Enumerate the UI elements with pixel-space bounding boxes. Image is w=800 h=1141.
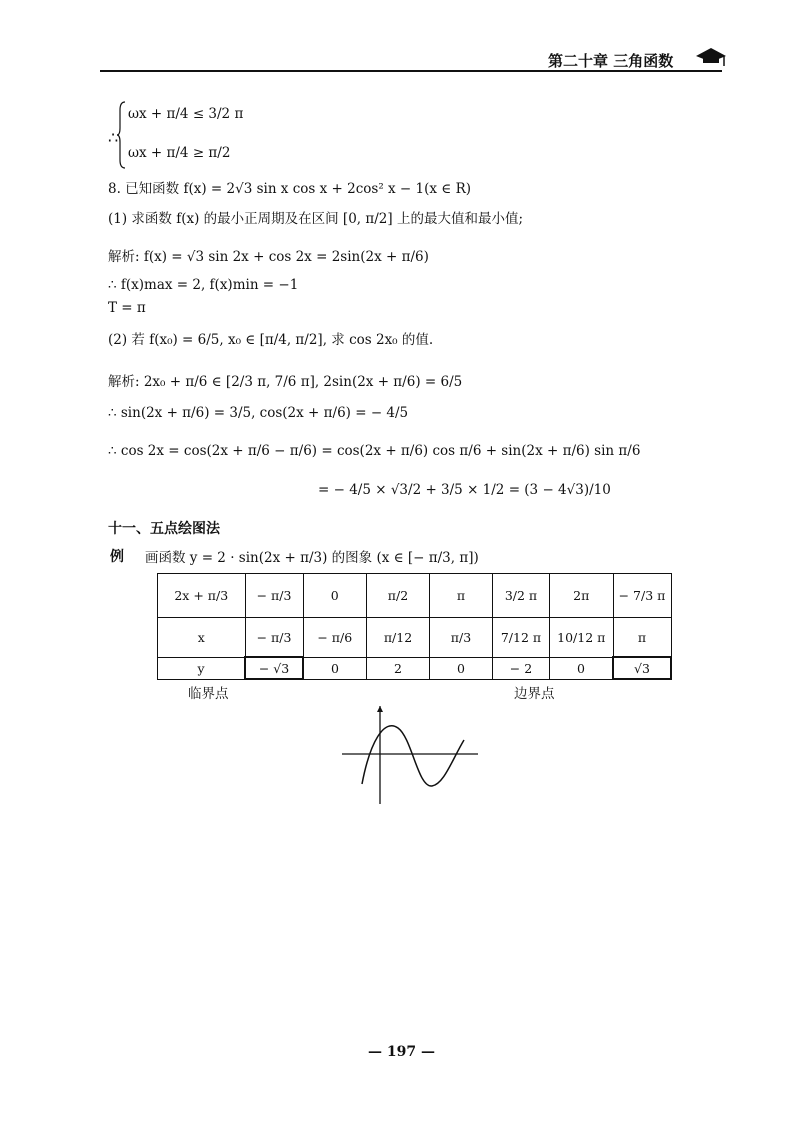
header-rule (100, 70, 722, 72)
sine-curve (362, 726, 464, 786)
question-8-part-2: (2) 若 f(x₀) = 6/5, x₀ ∈ [π/4, π/2], 求 cos 2x₀ 的值. (108, 332, 434, 348)
sine-sketch (340, 702, 480, 806)
question-8: 8. 已知函数 f(x) = 2√3 sin x cos x + 2cos² x − 1(x ∈ R) (108, 181, 472, 197)
inequality-2: ωx + π/4 ≥ π/2 (128, 145, 231, 161)
question-8-part-1: (1) 求函数 f(x) 的最小正周期及在区间 [0, π/2] 上的最大值和最小值; (108, 211, 523, 227)
solution-line-4: 解析: 2x₀ + π/6 ∈ [2/3 π, 7/6 π], 2sin(2x + π/6) = 6/5 (108, 374, 463, 390)
inequality-1: ωx + π/4 ≤ 3/2 π (128, 106, 244, 122)
table-cell: 2π (550, 574, 614, 618)
table-cell: π (613, 618, 671, 658)
table-cell: 0 (303, 574, 367, 618)
table-cell: 0 (550, 657, 614, 679)
table-cell: 7/12 π (493, 618, 550, 658)
caption-critical-points: 临界点 (188, 686, 229, 702)
example-text: 画函数 y = 2 · sin(2x + π/3) 的图象 (x ∈ [− π/3, π]) (145, 550, 479, 566)
table-cell: − π/3 (245, 574, 303, 618)
solution-line-1: 解析: f(x) = √3 sin 2x + cos 2x = 2sin(2x + π/6) (108, 249, 429, 265)
table-row (158, 618, 672, 658)
table-cell: π/3 (430, 618, 493, 658)
table-cell: π/12 (367, 618, 430, 658)
table-cell-boundary: √3 (613, 657, 671, 679)
table-row (158, 657, 672, 679)
solution-line-7: = − 4/5 × √3/2 + 3/5 × 1/2 = (3 − 4√3)/10 (318, 482, 611, 498)
example-label: 例 (110, 549, 124, 565)
table-cell: 10/12 π (550, 618, 614, 658)
table-cell: 2 (367, 657, 430, 679)
section-title: 十一、五点绘图法 (108, 521, 220, 537)
table-cell-boundary: − √3 (245, 657, 303, 679)
table-cell: π/2 (367, 574, 430, 618)
table-cell: − π/6 (303, 618, 367, 658)
solution-line-5: ∴ sin(2x + π/6) = 3/5, cos(2x + π/6) = − 4/5 (108, 405, 409, 421)
table-cell: π (430, 574, 493, 618)
table-cell: − 7/3 π (613, 574, 671, 618)
table-cell: − 2 (493, 657, 550, 679)
solution-line-3: T = π (108, 300, 146, 316)
therefore-symbol: ∴ (108, 128, 119, 147)
table-row (158, 574, 672, 618)
table-cell: 3/2 π (493, 574, 550, 618)
chapter-header: 第二十章 三角函数 (548, 52, 674, 70)
table-cell: − π/3 (245, 618, 303, 658)
table-cell: x (158, 618, 246, 658)
table-cell: 2x + π/3 (158, 574, 246, 618)
table-cell: 0 (430, 657, 493, 679)
caption-boundary-points: 边界点 (514, 686, 555, 702)
five-point-table (157, 573, 672, 680)
solution-line-2: ∴ f(x)max = 2, f(x)min = −1 (108, 277, 299, 293)
table-cell: 0 (303, 657, 367, 679)
solution-line-6: ∴ cos 2x = cos(2x + π/6 − π/6) = cos(2x + π/6) cos π/6 + sin(2x + π/6) sin π/6 (108, 443, 641, 459)
table-cell: y (158, 657, 246, 679)
left-brace (116, 100, 126, 170)
page-number: — 197 — (368, 1044, 435, 1060)
graduation-cap-icon (694, 44, 728, 68)
y-axis-arrow (377, 706, 383, 712)
